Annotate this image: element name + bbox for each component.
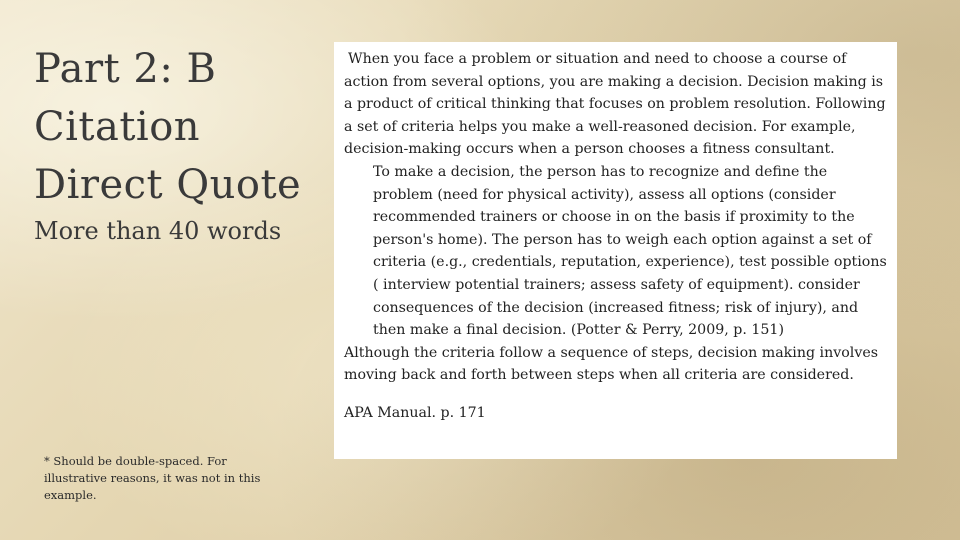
slide-subtitle: More than 40 words [34,217,282,245]
quote-text-box [334,42,897,459]
slide-title-line-1: Part 2: B [34,46,217,92]
conclusion-paragraph: Although the criteria follow a sequence of steps, decision making involves moving back and forth between steps when all criteria are considered. [344,344,879,384]
block-quote: To make a decision, the person has to recognize and define the problem (need for physical activity), assess all options (consider recommended trainers or choose in on the basis if proximity to the person's home). The person has to weigh each option against a set of criteria (e.g., credentials, reputation, experience), test possible options ( interview potential trainers; assess safety of equipment). consider consequences of the decision (increased fitness; risk of injury), and then make a final decision. (Potter & Perry, 2009, p. 151) [373,163,887,339]
title-block [34,40,314,248]
source-citation: APA Manual. p. 171 [344,404,486,421]
intro-paragraph: When you face a problem or situation and need to choose a course of action from several options, you are making a decision. Decision making is a product of critical thinking that focuses on problem resolution. Following a set of criteria helps you make a well-reasoned decision. For example, decision-making occurs when a person chooses a fitness consultant. [344,51,886,158]
footnote: * Should be double-spaced. For illustrative reasons, it was not in this example. [44,454,261,502]
slide-title-line-3: Direct Quote [34,162,302,208]
slide-title-line-2: Citation [34,104,201,150]
